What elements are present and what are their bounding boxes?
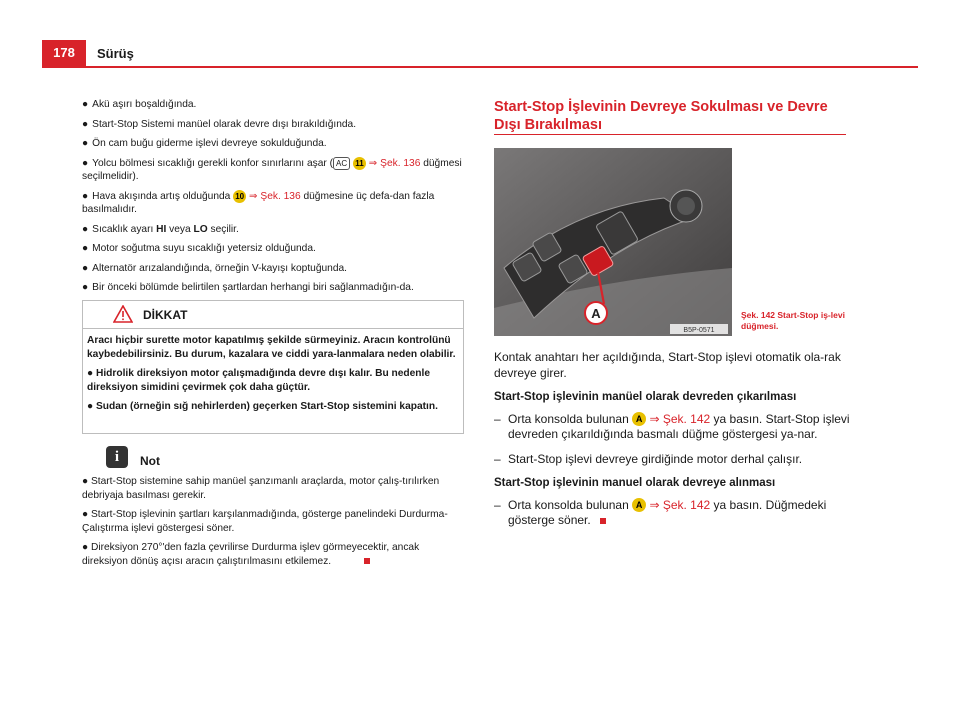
warning-item: ● Hidrolik direksiyon motor çalışmadığında devre dışı kalır. Bu nedenle direksiyon simidini çevirmek çok daha güçtür. [87,368,431,393]
note-list [82,475,464,574]
figure-start-stop-button [494,148,732,336]
subheading: Start-Stop işlevinin manüel olarak devreden çıkarılması [494,391,797,403]
list-item: ● Start-Stop Sistemi manüel olarak devre dışı bırakıldığında. [82,118,357,130]
right-column [494,350,850,538]
header-rule [42,66,918,68]
left-column [82,98,464,301]
list-item: ● Motor soğutma suyu sıcaklığı yetersiz olduğunda. [82,243,316,255]
note-title: Not [140,454,160,468]
figure-code: B5P-0571 [683,327,715,334]
list-item: ● Direksiyon 270°'den fazla çevrilirse Durdurma işlev görmeyecektir, ancak direksiyon dönüş açısı aracın çalıştırılmasını etkilemez. [82,542,420,567]
callout-a: A [632,412,646,426]
list-item: – Orta konsolda bulunan A ⇒ Şek. 142 ya basın. Düğmedeki gösterge söner. [494,497,827,527]
figure-callout-label: A [591,306,601,321]
figure-link[interactable]: ⇒ Şek. 142 [649,411,711,426]
list-item: ● Hava akışında artış olduğunda 10 ⇒ Şek. 136 düğmesine üç defa-dan fazla basılmalıdır. [82,190,435,216]
figure-link[interactable]: ⇒ Şek. 136 [249,190,301,202]
page-title: Start-Stop İşlevinin Devreye Sokulması ve Devre Dışı Bırakılması [494,99,828,133]
warning-text: Aracı hiçbir surette motor kapatılmış şekilde sürmeyiniz. Aracın kontrolünü kaybedebilirsiniz. Bu durum, kazalara ve ciddi yara-lanmalara neden olabilir. [87,335,456,360]
list-item: ● Sıcaklık ayarı HI veya LO seçilir. [82,223,239,235]
list-item: ● Bir önceki bölümde belirtilen şartlardan herhangi biri sağlanmadığın-da. [82,282,414,294]
list-item: ● Akü aşırı boşaldığında. [82,99,197,110]
list-item: ● Ön cam buğu giderme işlevi devreye sokulduğunda. [82,138,327,149]
list-item: ● Start-Stop sistemine sahip manüel şanzımanlı araçlarda, motor çalış-tırılırken debriyaja basılması gerekir. [82,476,440,501]
info-icon: i [106,446,128,468]
subheading: Start-Stop işlevinin manuel olarak devreye alınması [494,477,776,489]
console-illustration [494,148,732,336]
page-number: 178 [42,40,86,66]
warning-body [83,329,463,425]
figure-link[interactable]: ⇒ Şek. 136 [368,157,421,169]
warning-box [82,300,464,434]
list-item: ● Start-Stop işlevinin şartları karşılanmadığında, gösterge panelindeki Durdurma-Çalıştırma işlevi göstergesi söner. [82,509,448,534]
ac-button-symbol: AC [333,157,350,170]
warning-item: ● Sudan (örneğin sığ nehirlerden) geçerken Start-Stop sistemini kapatın. [87,401,438,412]
intro-text: Kontak anahtarı her açıldığında, Start-Stop işlevi otomatik ola-rak devreye girer. [494,350,841,380]
list-item: – Orta konsolda bulunan A ⇒ Şek. 142 ya basın. Start-Stop işlevi devreden çıkarıldığında basmalı düğme göstergesi ya-nar. [494,411,850,441]
warning-title: DİKKAT [143,308,188,322]
list-item: ● Yolcu bölmesi sıcaklığı gerekli konfor sınırlarını aşar ( AC 11 ⇒ Şek. 136 düğmesi seçilmelidir). [82,157,462,183]
callout-11: 11 [353,157,366,170]
list-item: – Start-Stop işlevi devreye girdiğinde motor derhal çalışır. [494,451,803,466]
section-title: Sürüş [97,46,134,61]
section-end-mark [600,518,606,524]
figure-link[interactable]: ⇒ Şek. 142 [649,497,711,512]
warning-triangle-icon [113,305,133,323]
warning-header [83,301,463,329]
figure-caption: Şek. 142 Start-Stop iş-levi düğmesi. [741,310,845,331]
title-rule [494,134,846,135]
list-item: ● Alternatör arızalandığında, örneğin V-kayışı koptuğunda. [82,262,348,274]
callout-a: A [632,498,646,512]
callout-10: 10 [233,190,246,203]
section-end-mark [364,558,370,564]
